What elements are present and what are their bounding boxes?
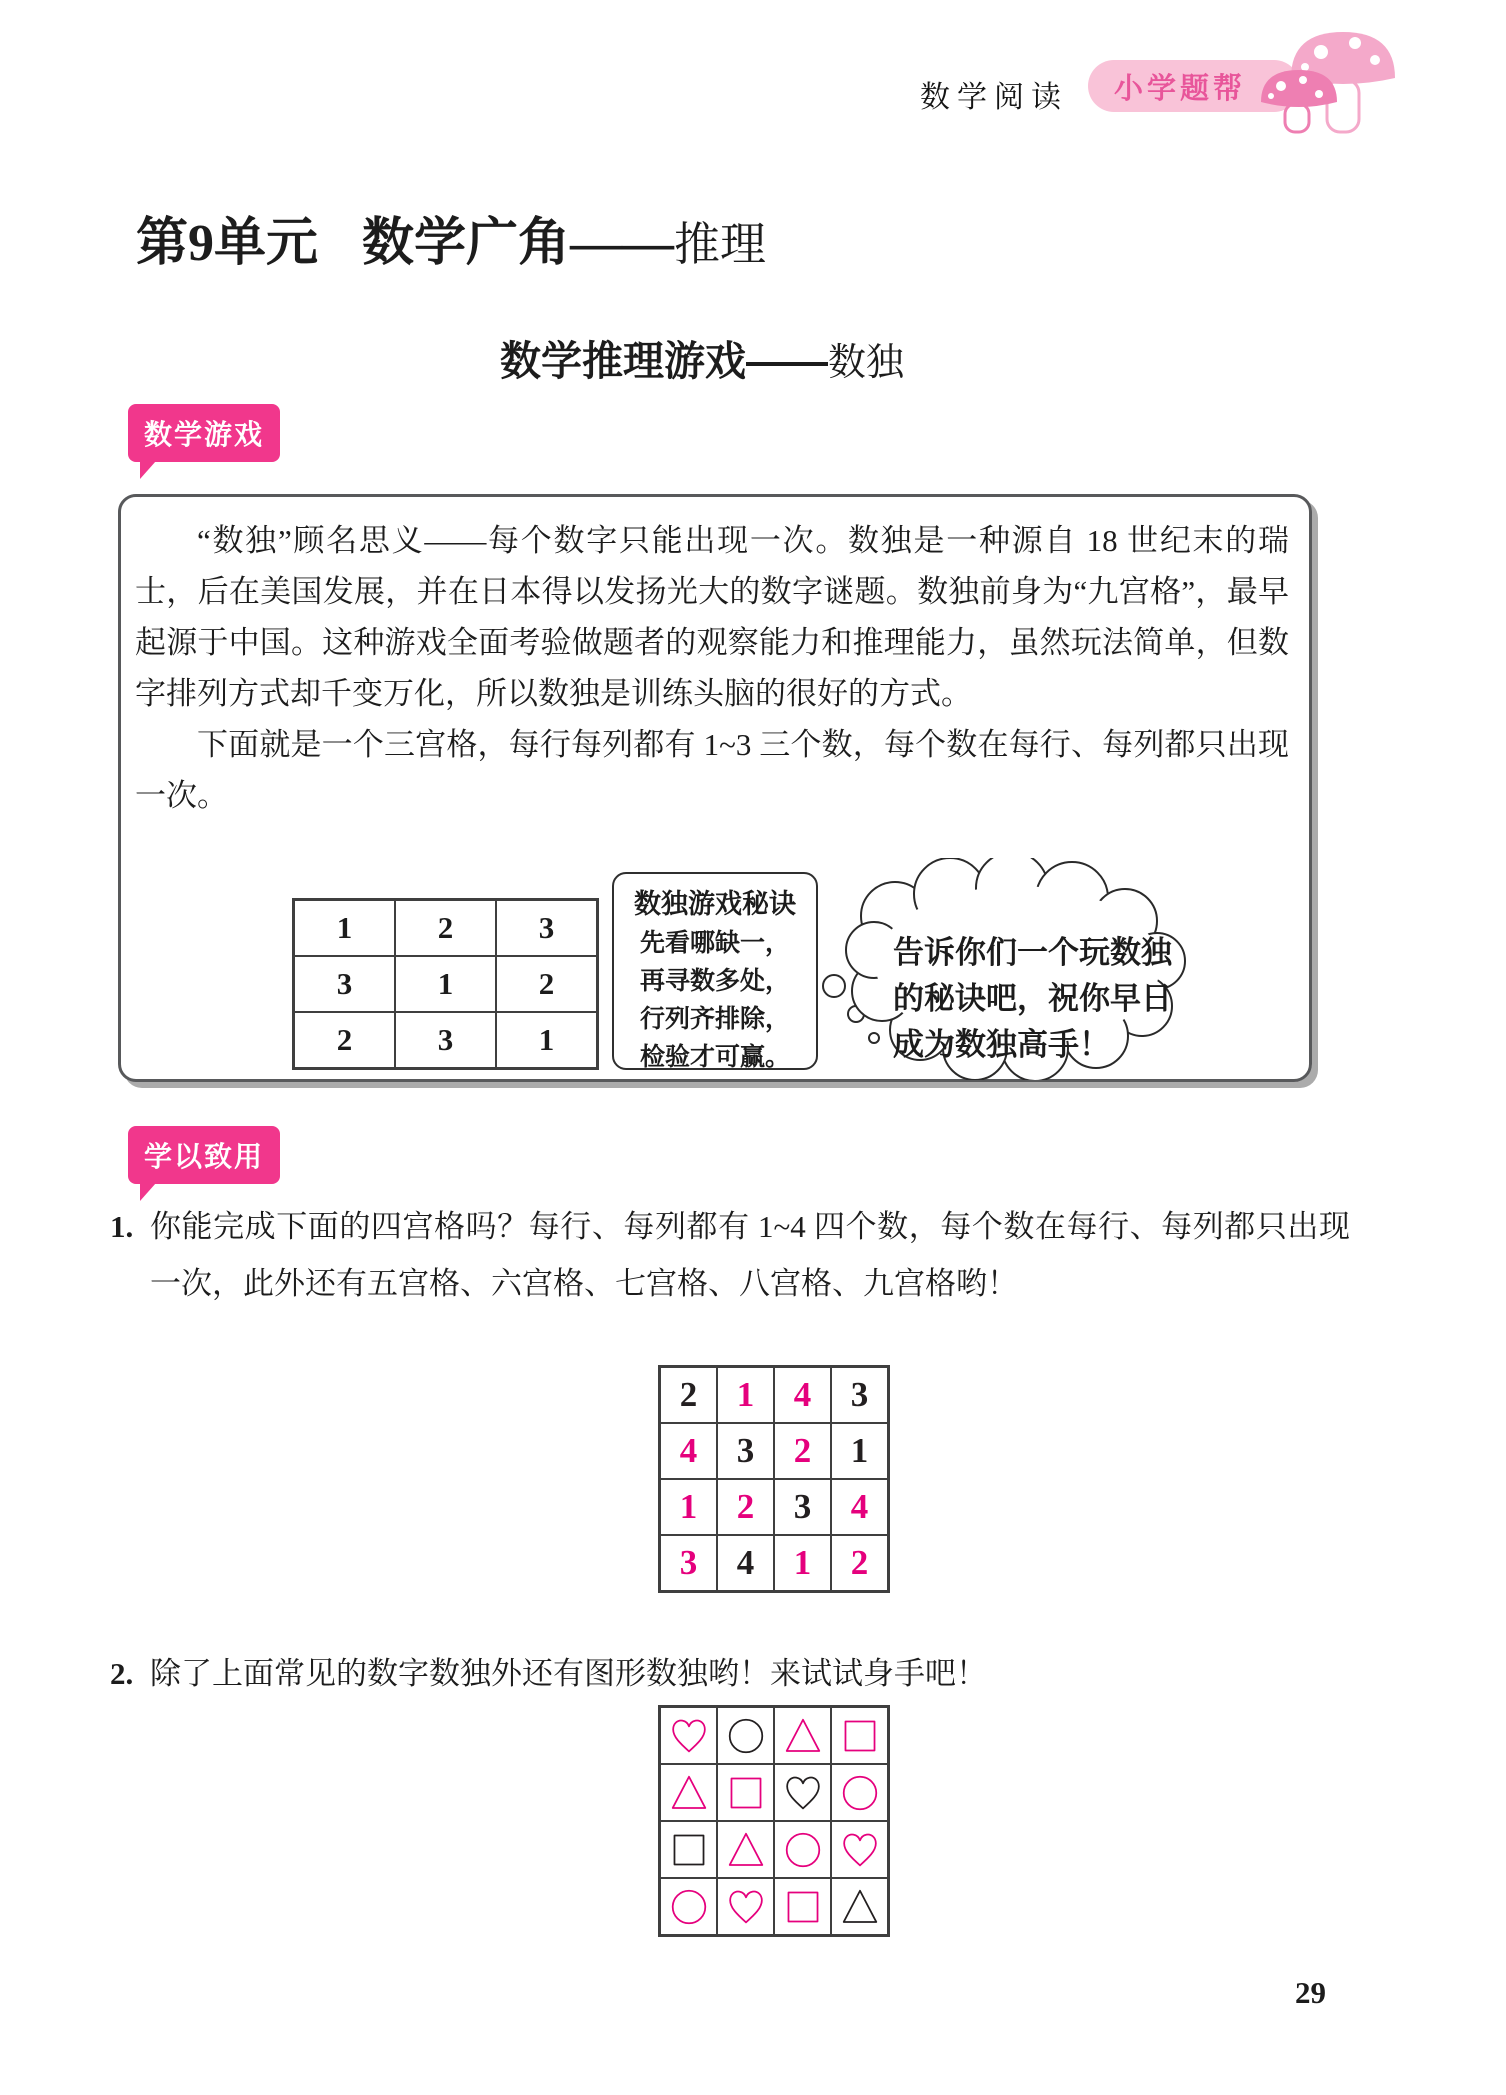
grid-cell bbox=[660, 1821, 717, 1878]
grid-cell: 4 bbox=[660, 1423, 717, 1479]
reading-paragraph-2: 下面就是一个三宫格，每行每列都有 1~3 三个数，每个数在每行、每列都只出现一次。 bbox=[135, 727, 1289, 813]
grid-cell: 2 bbox=[660, 1367, 717, 1423]
heart-icon bbox=[838, 1828, 882, 1872]
cloud-text-line: 告诉你们一个玩数独 bbox=[893, 935, 1172, 970]
question-1 bbox=[110, 1198, 1350, 1312]
tip-line: 先看哪缺一， bbox=[639, 930, 790, 957]
unit-title-suffix: 推理 bbox=[674, 219, 767, 270]
circle-icon bbox=[724, 1714, 768, 1758]
grid-cell: 4 bbox=[774, 1367, 831, 1423]
tip-line: 行列齐排除， bbox=[639, 1006, 790, 1033]
cloud-text bbox=[893, 930, 1193, 1068]
grid-cell: 2 bbox=[831, 1535, 888, 1591]
grid-cell bbox=[717, 1878, 774, 1935]
grid-cell bbox=[774, 1821, 831, 1878]
triangle-icon bbox=[781, 1714, 825, 1758]
circle-icon bbox=[667, 1885, 711, 1929]
section-label-practice-text: 学以致用 bbox=[144, 1141, 265, 1172]
unit-title bbox=[136, 200, 766, 275]
header-reading-label: 数学阅读 bbox=[920, 81, 1068, 114]
subtitle-suffix: 数独 bbox=[828, 342, 905, 384]
triangle-icon bbox=[838, 1885, 882, 1929]
square-icon bbox=[667, 1828, 711, 1872]
page-subtitle bbox=[500, 328, 904, 387]
shape-sudoku-grid bbox=[658, 1705, 890, 1937]
grid-cell bbox=[717, 1764, 774, 1821]
grid-cell: 1 bbox=[774, 1535, 831, 1591]
grid-cell bbox=[774, 1707, 831, 1764]
grid-cell bbox=[717, 1707, 774, 1764]
cloud-text-line: 的秘诀吧，祝你早日 bbox=[893, 981, 1172, 1016]
mushroom-icon bbox=[1233, 26, 1423, 138]
section-label-practice bbox=[128, 1126, 280, 1184]
question-1-text: 你能完成下面的四宫格吗？每行、每列都有 1~4 四个数，每个数在每行、每列都只出现一次，此外还有五宫格、六宫格、七宫格、八宫格、九宫格哟！ bbox=[150, 1209, 1350, 1301]
grid-cell: 3 bbox=[831, 1367, 888, 1423]
subtitle-main: 数学推理游戏—— bbox=[500, 338, 828, 384]
grid-cell: 3 bbox=[496, 900, 597, 956]
cloud-text-line: 成为数独高手！ bbox=[893, 1027, 1110, 1062]
question-2-text: 除了上面常见的数字数独外还有图形数独哟！来试试身手吧！ bbox=[150, 1656, 987, 1691]
grid-cell: 1 bbox=[395, 956, 496, 1012]
grid-cell bbox=[774, 1764, 831, 1821]
thought-trail-icon bbox=[869, 1033, 879, 1043]
question-1-number: 1. bbox=[110, 1209, 134, 1244]
section-label-game bbox=[128, 404, 280, 462]
triangle-icon bbox=[667, 1771, 711, 1815]
section-label-game-text: 数学游戏 bbox=[144, 419, 265, 450]
grid-cell: 3 bbox=[717, 1423, 774, 1479]
grid-cell: 1 bbox=[660, 1479, 717, 1535]
grid-cell: 2 bbox=[774, 1423, 831, 1479]
grid-cell bbox=[660, 1878, 717, 1935]
grid-cell: 2 bbox=[395, 900, 496, 956]
brand-badge-label: 小学题帮 bbox=[1114, 72, 1247, 105]
grid-cell bbox=[717, 1821, 774, 1878]
grid-cell: 1 bbox=[717, 1367, 774, 1423]
heart-icon bbox=[781, 1771, 825, 1815]
grid-cell: 1 bbox=[496, 1012, 597, 1068]
grid-cell bbox=[831, 1707, 888, 1764]
grid-cell: 3 bbox=[294, 956, 395, 1012]
grid-cell bbox=[660, 1764, 717, 1821]
grid-cell: 3 bbox=[395, 1012, 496, 1068]
sudoku-grid-4x4 bbox=[658, 1365, 890, 1593]
reading-paragraph-1: “数独”顾名思义——每个数字只能出现一次。数独是一种源自 18 世纪末的瑞士，后在美国发展，并在日本得以发扬光大的数字谜题。数独前身为“九宫格”，最早起源于中国。这种游戏全面考验做题者的观察能力和推理能力，虽然玩法简单，但数字排列方式却千变万化，所以数独是训练头脑的很好的方式。 bbox=[135, 523, 1289, 711]
question-2 bbox=[110, 1645, 1350, 1702]
unit-title-main: 数学广角—— bbox=[362, 215, 675, 272]
square-icon bbox=[724, 1771, 768, 1815]
tip-line: 检验才可赢。 bbox=[639, 1044, 790, 1071]
square-icon bbox=[781, 1885, 825, 1929]
grid-cell: 3 bbox=[774, 1479, 831, 1535]
grid-cell: 2 bbox=[496, 956, 597, 1012]
circle-icon bbox=[781, 1828, 825, 1872]
grid-cell bbox=[774, 1878, 831, 1935]
question-2-number: 2. bbox=[110, 1656, 134, 1691]
grid-cell: 4 bbox=[831, 1479, 888, 1535]
tip-line: 再寻数多处， bbox=[639, 968, 790, 995]
heart-icon bbox=[667, 1714, 711, 1758]
grid-cell bbox=[831, 1764, 888, 1821]
grid-cell: 1 bbox=[294, 900, 395, 956]
page-number: 29 bbox=[1295, 1975, 1326, 2010]
heart-icon bbox=[724, 1885, 768, 1929]
grid-cell bbox=[831, 1878, 888, 1935]
sudoku-grid-3x3 bbox=[292, 898, 599, 1070]
thought-trail-icon bbox=[823, 975, 845, 997]
tip-box bbox=[612, 872, 818, 1070]
square-icon bbox=[838, 1714, 882, 1758]
grid-cell: 2 bbox=[717, 1479, 774, 1535]
grid-cell: 2 bbox=[294, 1012, 395, 1068]
grid-cell: 4 bbox=[717, 1535, 774, 1591]
grid-cell bbox=[831, 1821, 888, 1878]
grid-cell bbox=[660, 1707, 717, 1764]
triangle-icon bbox=[724, 1828, 768, 1872]
grid-cell: 1 bbox=[831, 1423, 888, 1479]
tip-box-title: 数独游戏秘诀 bbox=[634, 889, 796, 919]
grid-cell: 3 bbox=[660, 1535, 717, 1591]
circle-icon bbox=[838, 1771, 882, 1815]
unit-title-prefix: 第9单元 bbox=[136, 215, 319, 272]
